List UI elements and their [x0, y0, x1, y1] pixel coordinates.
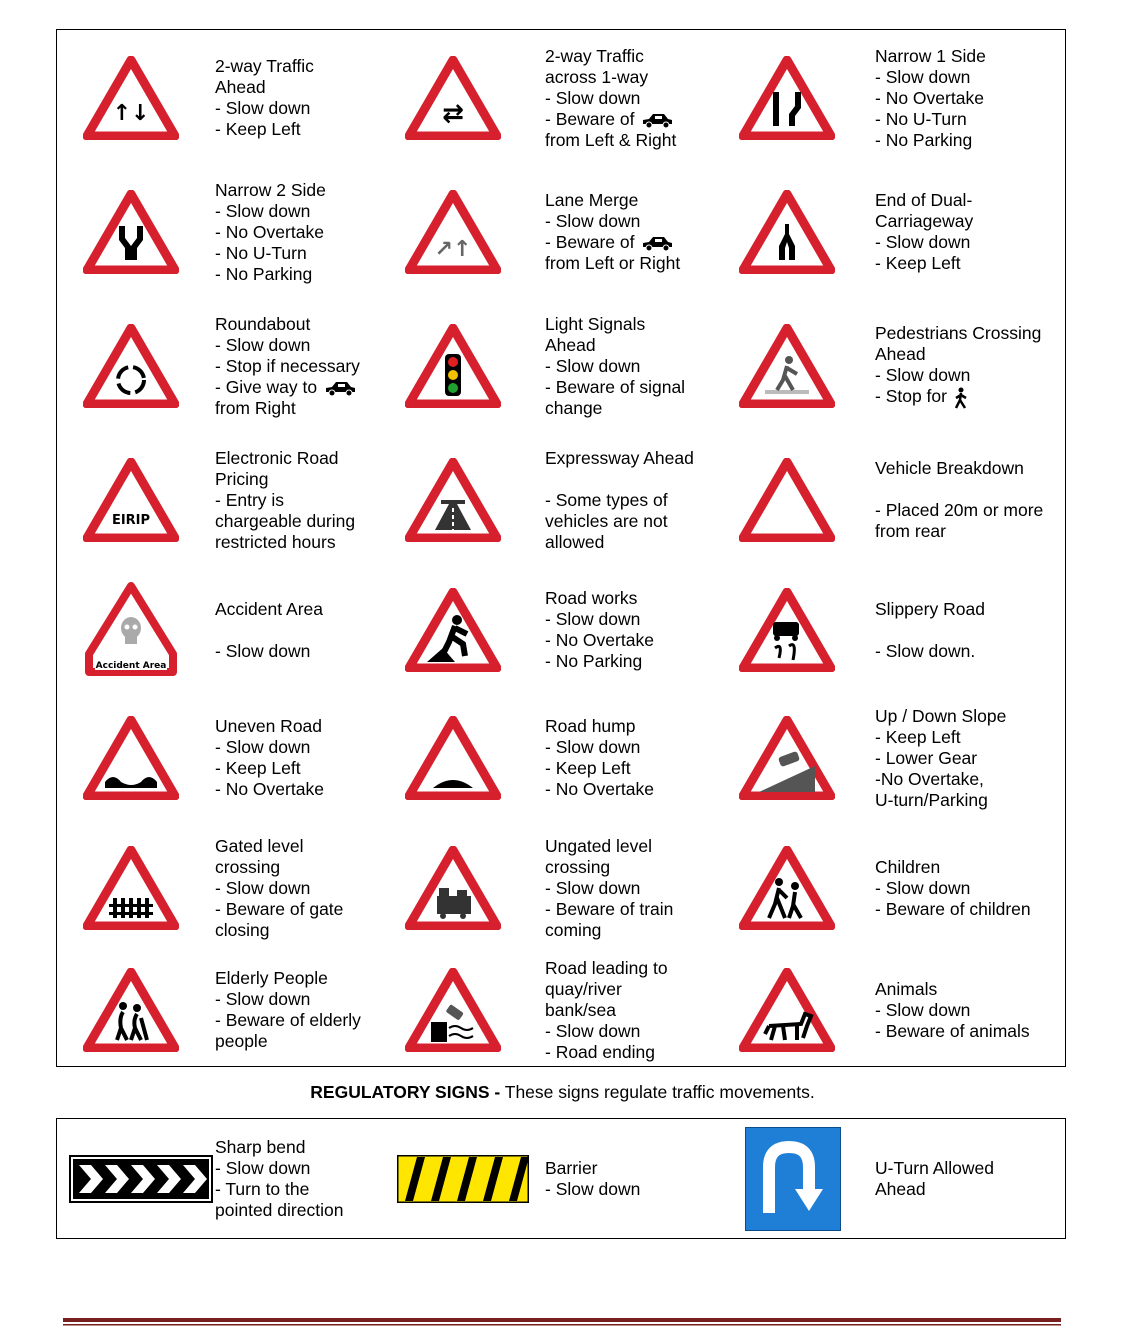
two-way-traffic-across-one-way-description [545, 30, 725, 166]
sign-text-line: - No U-Turn [215, 242, 307, 263]
sign-text-line: Animals [875, 978, 938, 999]
sign-text-line: Ahead [545, 334, 596, 355]
sign-text-line: - Slow down [215, 877, 311, 898]
up-down-slope-sign-icon [737, 694, 837, 822]
svg-text:↑↓: ↑↓ [112, 101, 150, 126]
pedestrian-icon [953, 387, 969, 409]
sign-text-line: across 1-way [545, 66, 649, 87]
sign-text-line: from Left or Right [545, 253, 681, 273]
sign-text-line: - Beware of train [545, 898, 674, 919]
sign-text-line: Lane Merge [545, 190, 639, 210]
car-icon [640, 235, 674, 251]
narrow-one-side-sign-icon [737, 30, 837, 166]
sign-text-line: - Slow down [875, 999, 971, 1020]
sign-text-line: - Keep Left [875, 253, 961, 273]
sign-text-line: - No Parking [545, 651, 643, 671]
sign-text-line: - Slow down [875, 365, 971, 386]
uneven-road-description [215, 694, 395, 822]
sign-text-line: - Beware of signal [545, 376, 686, 397]
sign-text-line: - No Parking [215, 263, 313, 284]
sign-text-line: - Stop if necessary [215, 355, 360, 376]
sign-text-line: - Lower Gear [875, 747, 978, 768]
sign-text-line: closing [215, 919, 270, 940]
sign-text-line: - Slow down [545, 87, 641, 108]
narrow-two-side-sign-icon [81, 166, 181, 298]
sign-text-line: bank/sea [545, 999, 617, 1020]
sign-text-line: - No Parking [875, 129, 973, 150]
sign-text-line: - Slow down [875, 232, 971, 252]
sign-text-line: - Slow down [545, 1020, 641, 1041]
warning-row [57, 166, 1065, 298]
warning-row [57, 822, 1065, 954]
sign-text-line: from rear [875, 521, 946, 541]
regulatory-signs-table [56, 1118, 1066, 1239]
sign-text-line: crossing [215, 856, 281, 877]
sign-text-line: Road hump [545, 716, 636, 736]
gated-level-crossing-sign-icon [81, 822, 181, 954]
accident-area-description [215, 566, 395, 694]
sign-text-line: restricted hours [215, 531, 336, 552]
children-sign-icon [737, 822, 837, 954]
electronic-road-pricing-sign-icon [81, 434, 181, 566]
animals-description [875, 954, 1055, 1066]
sign-text-line: End of Dual- [875, 190, 973, 210]
car-icon [640, 112, 674, 128]
warning-signs-table [56, 29, 1066, 1067]
sign-text-line: Carriageway [875, 211, 974, 231]
sign-text-line: 2-way Traffic [215, 56, 314, 76]
sign-text-line: Ungated level [545, 835, 653, 856]
sign-text-line: - No Overtake [875, 87, 984, 108]
footer-rule [63, 1316, 1061, 1328]
sharp-bend-sign-icon [69, 1119, 213, 1238]
sign-text-line: crossing [545, 856, 611, 877]
slippery-road-description [875, 566, 1055, 694]
animals-sign-icon [737, 954, 837, 1066]
narrow-one-side-description [875, 30, 1055, 166]
road-leading-to-quay-description [545, 954, 725, 1066]
sign-text-line: - Beware of [545, 232, 725, 253]
sign-text-line: people [215, 1031, 268, 1051]
sign-text-line: - Keep Left [215, 119, 301, 139]
light-signals-ahead-description [545, 298, 725, 434]
ungated-level-crossing-description [545, 822, 725, 954]
sign-text-line: - Slow down [215, 737, 311, 757]
sign-text-line: - Beware of gate [215, 898, 344, 919]
sign-text-line: Elderly People [215, 968, 328, 988]
two-way-traffic-across-one-way-sign-icon [403, 30, 503, 166]
road-leading-to-quay-sign-icon [403, 954, 503, 1066]
end-of-dual-carriageway-description [875, 166, 1055, 298]
sign-text-line: Accident Area [215, 598, 323, 619]
sign-text-line: - Give way to [215, 377, 395, 398]
blank-line [545, 469, 725, 490]
sign-text-line: - Slow down [215, 334, 311, 355]
sign-text-line: Narrow 1 Side [875, 45, 986, 66]
sign-text-line: Sharp bend [215, 1136, 306, 1157]
sign-text-line: Electronic Road [215, 447, 339, 468]
sign-text-line: - Beware of [545, 109, 725, 130]
sign-text-line: - Slow down. [875, 640, 976, 661]
uneven-road-sign-icon [81, 694, 181, 822]
blank-line [875, 479, 1055, 500]
ungated-level-crossing-sign-icon [403, 822, 503, 954]
sign-text-line: U-Turn Allowed [875, 1157, 994, 1178]
sign-text-line: Slippery Road [875, 598, 985, 619]
sign-text-line: chargeable during [215, 510, 356, 531]
expressway-ahead-sign-icon [403, 434, 503, 566]
sign-text-line: Light Signals [545, 313, 646, 334]
regulatory-heading: REGULATORY SIGNS - These signs regulate traffic movements. [310, 1082, 815, 1102]
roundabout-sign-icon [81, 298, 181, 434]
warning-row [57, 434, 1065, 566]
sign-text-line: - Beware of animals [875, 1020, 1030, 1041]
sign-text-line: Vehicle Breakdown [875, 458, 1024, 478]
sign-text-line: coming [545, 919, 602, 940]
sign-text-line: - Keep Left [215, 758, 301, 778]
blank-line [875, 620, 1055, 641]
sign-text-line: - No Overtake [215, 779, 324, 799]
accident-area-sign-text: Accident Area [95, 661, 167, 671]
svg-text:⇄: ⇄ [442, 99, 464, 129]
vehicle-breakdown-description [875, 434, 1055, 566]
expressway-ahead-description [545, 434, 725, 566]
sign-text-line: Pricing [215, 468, 269, 489]
sign-text-line: - Slow down [215, 200, 311, 221]
sign-text-line: - Slow down [545, 609, 641, 629]
sign-text-line: quay/river [545, 978, 622, 999]
sign-text-line: Children [875, 856, 941, 877]
sign-text-line: - Slow down [215, 640, 311, 661]
sign-text-line: - Road ending [545, 1041, 655, 1062]
sign-text-line: vehicles are not [545, 510, 668, 531]
sign-text-line: - Beware of elderly [215, 1010, 361, 1030]
two-way-traffic-ahead-description [215, 30, 395, 166]
sign-text-line: - Entry is [215, 489, 285, 510]
sign-text-line: - No U-Turn [875, 108, 967, 129]
sign-text-line: - Slow down [545, 211, 641, 231]
u-turn-allowed-ahead-sign-icon [745, 1119, 841, 1238]
sign-text-line: Road leading to [545, 957, 668, 978]
pedestrians-crossing-ahead-description [875, 298, 1055, 434]
blank-line [215, 620, 395, 641]
roundabout-description [215, 298, 395, 434]
sign-text-line: - Keep Left [875, 726, 961, 747]
lane-merge-description [545, 166, 725, 298]
sign-text-line: Gated level [215, 835, 304, 856]
gated-level-crossing-description [215, 822, 395, 954]
sign-text-line: Roundabout [215, 313, 311, 334]
sign-text-line: - Slow down [545, 737, 641, 757]
sign-text-line: - Slow down [875, 877, 971, 898]
end-of-dual-carriageway-sign-icon [737, 166, 837, 298]
accident-area-sign-icon [81, 566, 181, 694]
sign-text-line: - Slow down [215, 1157, 311, 1178]
elderly-people-sign-icon [81, 954, 181, 1066]
sign-text-line: allowed [545, 531, 605, 552]
u-turn-allowed-ahead-description [875, 1119, 1055, 1238]
up-down-slope-description [875, 694, 1055, 822]
sign-text-line: - Stop for [875, 386, 1055, 408]
lane-merge-sign-icon [403, 166, 503, 298]
sign-text-line: - Slow down [215, 98, 311, 118]
sign-text-line: - Beware of children [875, 898, 1031, 919]
warning-row [57, 566, 1065, 694]
sign-text-line: change [545, 397, 603, 418]
narrow-two-side-description [215, 166, 395, 298]
sign-text-line: - Keep Left [545, 758, 631, 778]
children-description [875, 822, 1055, 954]
sign-text-line: from Left & Right [545, 129, 677, 150]
slippery-road-sign-icon [737, 566, 837, 694]
barrier-description [545, 1119, 725, 1238]
road-hump-description [545, 694, 725, 822]
sign-text-line: - Slow down [545, 355, 641, 376]
sign-text-line: Ahead [215, 77, 266, 97]
barrier-sign-icon [397, 1119, 529, 1238]
sign-text-line: Expressway Ahead [545, 447, 694, 468]
sign-text-line: - Slow down [875, 66, 971, 87]
warning-row [57, 298, 1065, 434]
warning-row [57, 954, 1065, 1066]
sign-text-line: Barrier [545, 1157, 598, 1178]
sharp-bend-description [215, 1119, 395, 1238]
vehicle-breakdown-sign-icon [737, 434, 837, 566]
elderly-people-description [215, 954, 395, 1066]
sign-text-line: Road works [545, 588, 638, 608]
pedestrians-crossing-ahead-sign-icon [737, 298, 837, 434]
sign-text-line: Pedestrians Crossing [875, 323, 1042, 344]
sign-text-line: - Placed 20m or more [875, 500, 1044, 520]
warning-row [57, 30, 1065, 166]
sign-text-line: - Some types of [545, 489, 668, 510]
sign-text-line: Ahead [875, 1178, 926, 1199]
car-icon [323, 380, 357, 396]
sign-text-line: -No Overtake, [875, 768, 984, 789]
sign-text-line: - Slow down [215, 989, 311, 1009]
sign-text-line: from Right [215, 397, 296, 418]
sign-text-line: - Slow down [545, 1178, 641, 1199]
sign-text-line: Uneven Road [215, 716, 323, 736]
sign-text-line: U-turn/Parking [875, 789, 988, 810]
svg-text:↗↑: ↗↑ [434, 237, 472, 262]
sign-text-line: Up / Down Slope [875, 705, 1007, 726]
light-signals-ahead-sign-icon [403, 298, 503, 434]
road-works-sign-icon [403, 566, 503, 694]
sign-text-line: Narrow 2 Side [215, 179, 326, 200]
sign-text-line: Ahead [875, 344, 926, 365]
sign-text-line: pointed direction [215, 1199, 344, 1220]
electronic-road-pricing-description [215, 434, 395, 566]
sign-text-line: - Turn to the [215, 1178, 310, 1199]
warning-row [57, 694, 1065, 822]
sign-text-line: 2-way Traffic [545, 45, 644, 66]
road-hump-sign-icon [403, 694, 503, 822]
sign-text-line: - Slow down [545, 877, 641, 898]
sign-text-line: - No Overtake [545, 630, 654, 650]
road-works-description [545, 566, 725, 694]
sign-text-line: - No Overtake [545, 779, 654, 799]
two-way-traffic-ahead-sign-icon [81, 30, 181, 166]
erp-sign-text: EIRIP [111, 513, 151, 528]
sign-text-line: - No Overtake [215, 221, 324, 242]
